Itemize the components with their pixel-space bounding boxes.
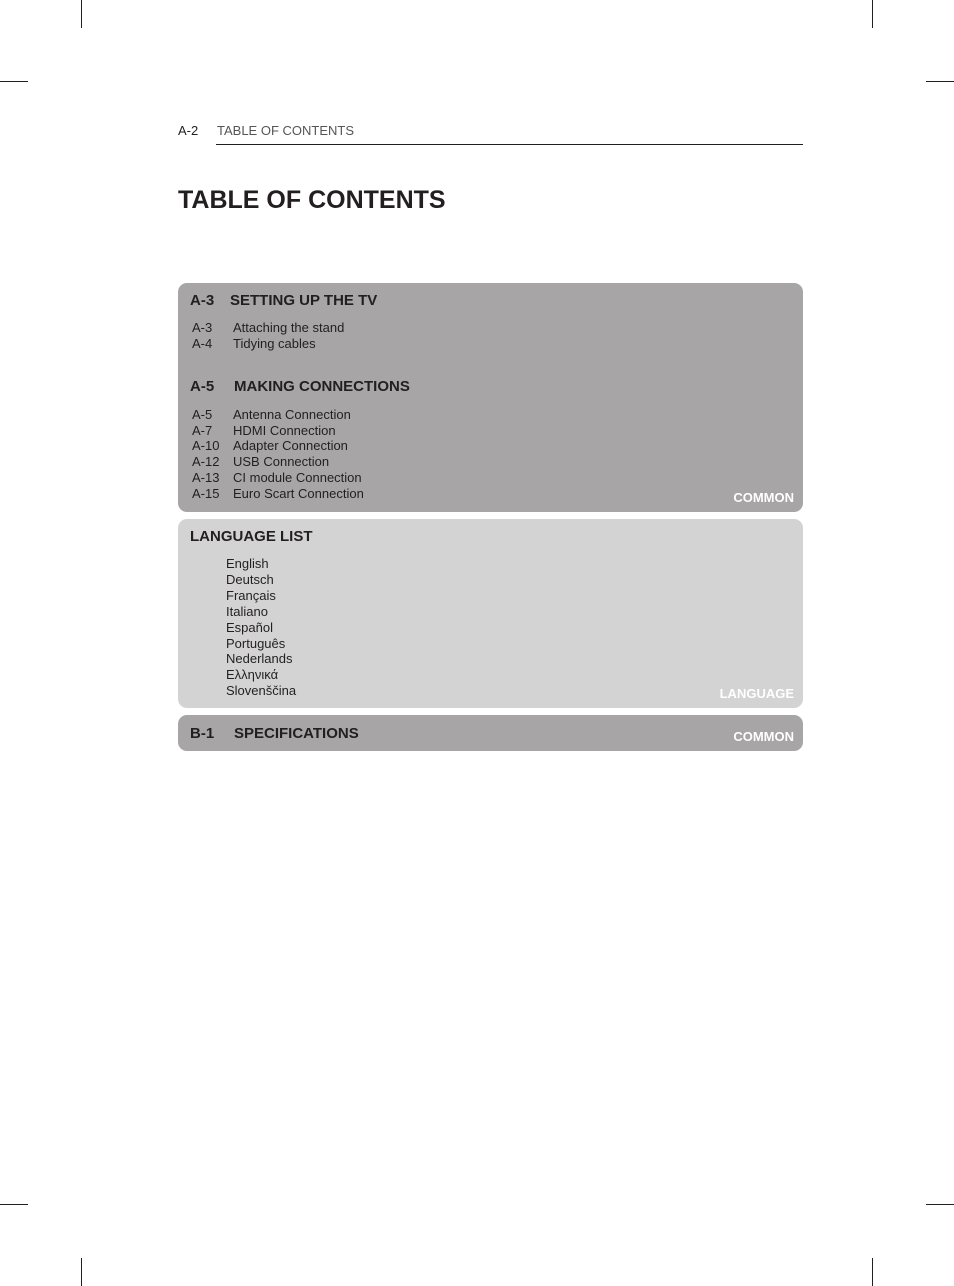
crop-mark	[872, 1258, 873, 1286]
crop-mark	[926, 1204, 954, 1205]
entry-label: Euro Scart Connection	[233, 486, 364, 501]
crop-mark	[81, 1258, 82, 1286]
entry-page: A-4	[192, 336, 213, 351]
crop-mark	[0, 1204, 28, 1205]
toc-entry[interactable]	[192, 423, 336, 439]
language-item[interactable]: Slovenščina	[226, 683, 297, 698]
entry-label: HDMI Connection	[233, 423, 336, 438]
language-tag: LANGUAGE	[719, 686, 794, 701]
header-rule	[216, 144, 803, 145]
common-tag: COMMON	[733, 490, 794, 505]
language-item[interactable]: Español	[226, 620, 273, 635]
entry-label: Adapter Connection	[233, 438, 348, 453]
entry-page: A-10	[192, 438, 220, 453]
crop-mark	[0, 81, 28, 82]
header-title: TABLE OF CONTENTS	[217, 123, 354, 138]
section-heading[interactable]	[190, 725, 359, 742]
entry-page: A-3	[192, 320, 213, 335]
crop-mark	[926, 81, 954, 82]
toc-language-box	[178, 519, 803, 708]
entry-page: A-5	[192, 407, 213, 422]
section-title: MAKING CONNECTIONS	[234, 378, 410, 395]
entry-label: Attaching the stand	[233, 320, 345, 335]
language-item[interactable]: Português	[226, 636, 286, 651]
common-tag: COMMON	[733, 729, 794, 744]
header-page-number: A-2	[178, 123, 199, 138]
language-list-heading[interactable]: LANGUAGE LIST	[190, 528, 313, 545]
section-title: SPECIFICATIONS	[234, 725, 359, 742]
toc-entry[interactable]	[192, 407, 351, 423]
language-item[interactable]: Ελληνικά	[226, 667, 279, 682]
toc-specifications-box	[178, 715, 803, 751]
language-item[interactable]: Deutsch	[226, 572, 274, 587]
section-number: A-5	[190, 378, 215, 395]
section-heading[interactable]	[190, 378, 410, 395]
toc-entry[interactable]	[192, 454, 329, 470]
entry-label: CI module Connection	[233, 470, 362, 485]
section-number: B-1	[190, 725, 215, 742]
section-heading[interactable]	[190, 292, 377, 309]
entry-label: Tidying cables	[233, 336, 316, 351]
language-item[interactable]: Italiano	[226, 604, 268, 619]
toc-entry[interactable]	[192, 470, 362, 486]
toc-entry[interactable]	[192, 486, 364, 502]
entry-page: A-15	[192, 486, 220, 501]
crop-mark	[872, 0, 873, 28]
crop-mark	[81, 0, 82, 28]
toc-entry[interactable]	[192, 438, 348, 454]
entry-page: A-12	[192, 454, 220, 469]
entry-label: Antenna Connection	[233, 407, 351, 422]
entry-page: A-13	[192, 470, 220, 485]
toc-common-box	[178, 283, 803, 512]
entry-label: USB Connection	[233, 454, 330, 469]
language-item[interactable]: English	[226, 556, 269, 571]
language-item[interactable]: Nederlands	[226, 651, 293, 666]
toc-entry[interactable]	[192, 320, 344, 336]
section-title: SETTING UP THE TV	[230, 292, 378, 309]
language-item[interactable]: Français	[226, 588, 276, 603]
section-number: A-3	[190, 292, 215, 309]
page-title: TABLE OF CONTENTS	[178, 186, 446, 214]
entry-page: A-7	[192, 423, 213, 438]
toc-entry[interactable]	[192, 336, 316, 352]
